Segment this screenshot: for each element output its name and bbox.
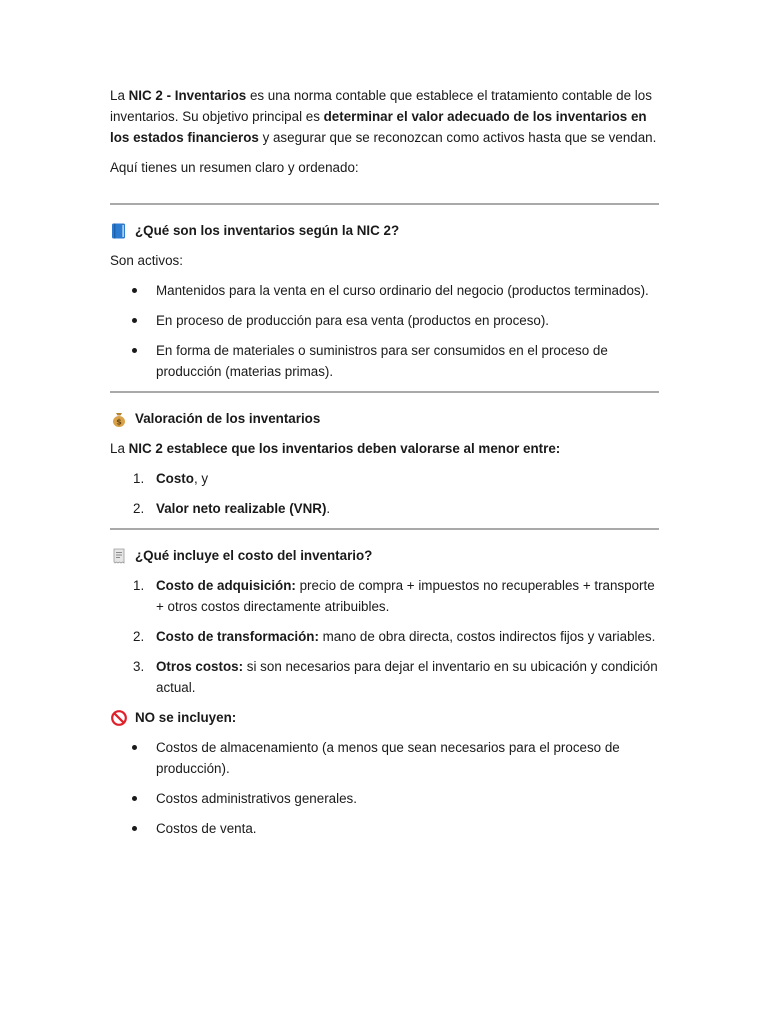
section-heading-text: ¿Qué son los inventarios según la NIC 2?	[135, 223, 400, 238]
document-content	[110, 85, 660, 848]
list-item	[110, 656, 660, 698]
summary-note: Aquí tienes un resumen claro y ordenado:	[110, 160, 359, 175]
section-lead	[110, 438, 660, 459]
section-lead: Son activos:	[110, 253, 183, 268]
lead-text: La	[110, 441, 129, 456]
list-number: 2.	[133, 629, 145, 644]
list-item	[110, 788, 660, 809]
list-item-text: Costos de almacenamiento (a menos que sean necesarios para el proceso de producción).	[156, 740, 620, 776]
list-item-text: si son necesarios para dejar el inventario en su ubicación y condición actual.	[156, 659, 658, 695]
list-item-text: En proceso de producción para esa venta (productos en proceso).	[156, 313, 550, 328]
section-divider	[110, 203, 659, 205]
section-heading-text: Valoración de los inventarios	[135, 411, 321, 426]
list-item-text: precio de compra + impuestos no recuperables + transporte + otros costos directamente atribuibles.	[156, 578, 655, 614]
list-item-bold: Valor neto realizable (VNR)	[156, 501, 327, 516]
intro-text-2: es una norma contable que establece el tratamiento contable de los inventarios. Su objetivo principal es	[110, 88, 652, 124]
receipt-icon	[110, 547, 128, 565]
list-number: 2.	[133, 501, 145, 516]
intro-bold-dash: -	[162, 88, 175, 103]
list-item-bold: Otros costos:	[156, 659, 244, 674]
list-item	[110, 498, 660, 519]
list-item	[110, 818, 660, 839]
list-item	[110, 310, 660, 331]
bullet-list	[110, 280, 660, 382]
list-item-text: Mantenidos para la venta en el curso ordinario del negocio (productos terminados).	[156, 283, 649, 298]
intro-bold-inventarios: Inventarios	[174, 88, 247, 103]
svg-text:$: $	[116, 417, 122, 426]
list-item	[110, 626, 660, 647]
section-heading-cost	[110, 545, 660, 566]
list-item-text: Costos administrativos generales.	[156, 791, 357, 806]
section-heading-excluded	[110, 707, 660, 728]
numbered-list	[110, 468, 660, 519]
intro-bold-objective: determinar el valor adecuado de los inventarios en los estados financieros	[110, 109, 647, 145]
list-number: 1.	[133, 471, 145, 486]
intro-paragraph	[110, 85, 660, 148]
list-number: 3.	[133, 659, 145, 674]
list-item	[110, 340, 660, 382]
section-heading-valuation	[110, 408, 660, 429]
bullet-marker	[132, 348, 137, 353]
lead-bold: NIC 2 establece que los inventarios deben valorarse al menor entre:	[128, 441, 561, 456]
numbered-list	[110, 575, 660, 698]
list-item-text: Costos de venta.	[156, 821, 257, 836]
intro-bold-nic2: NIC 2	[128, 88, 163, 103]
list-item-bold: Costo	[156, 471, 194, 486]
section-divider	[110, 391, 659, 393]
intro-text-3: y asegurar que se reconozcan como activos hasta que se vendan.	[258, 130, 657, 145]
blue-book-icon	[110, 222, 128, 240]
list-item-text: , y	[193, 471, 209, 486]
list-item-text: En forma de materiales o suministros para ser consumidos en el proceso de producción (materias primas).	[156, 343, 608, 379]
bullet-marker	[132, 288, 137, 293]
list-item-text: .	[326, 501, 331, 516]
prohibited-icon	[110, 709, 128, 727]
list-number: 1.	[133, 578, 145, 593]
bullet-list	[110, 737, 660, 839]
bullet-marker	[132, 826, 137, 831]
intro-text-1: La	[110, 88, 129, 103]
list-item-text: mano de obra directa, costos indirectos fijos y variables.	[318, 629, 656, 644]
list-item	[110, 575, 660, 617]
bullet-marker	[132, 796, 137, 801]
section-heading-definition	[110, 220, 660, 241]
list-item-bold: Costo de adquisición:	[156, 578, 296, 593]
list-item-bold: Costo de transformación:	[156, 629, 319, 644]
bullet-marker	[132, 318, 137, 323]
bullet-marker	[132, 745, 137, 750]
section-heading-text: ¿Qué incluye el costo del inventario?	[135, 548, 373, 563]
section-heading-text: NO se incluyen:	[135, 710, 237, 725]
list-item	[110, 737, 660, 779]
list-item	[110, 468, 660, 489]
section-divider	[110, 528, 659, 530]
money-bag-icon	[110, 410, 128, 428]
list-item	[110, 280, 660, 301]
